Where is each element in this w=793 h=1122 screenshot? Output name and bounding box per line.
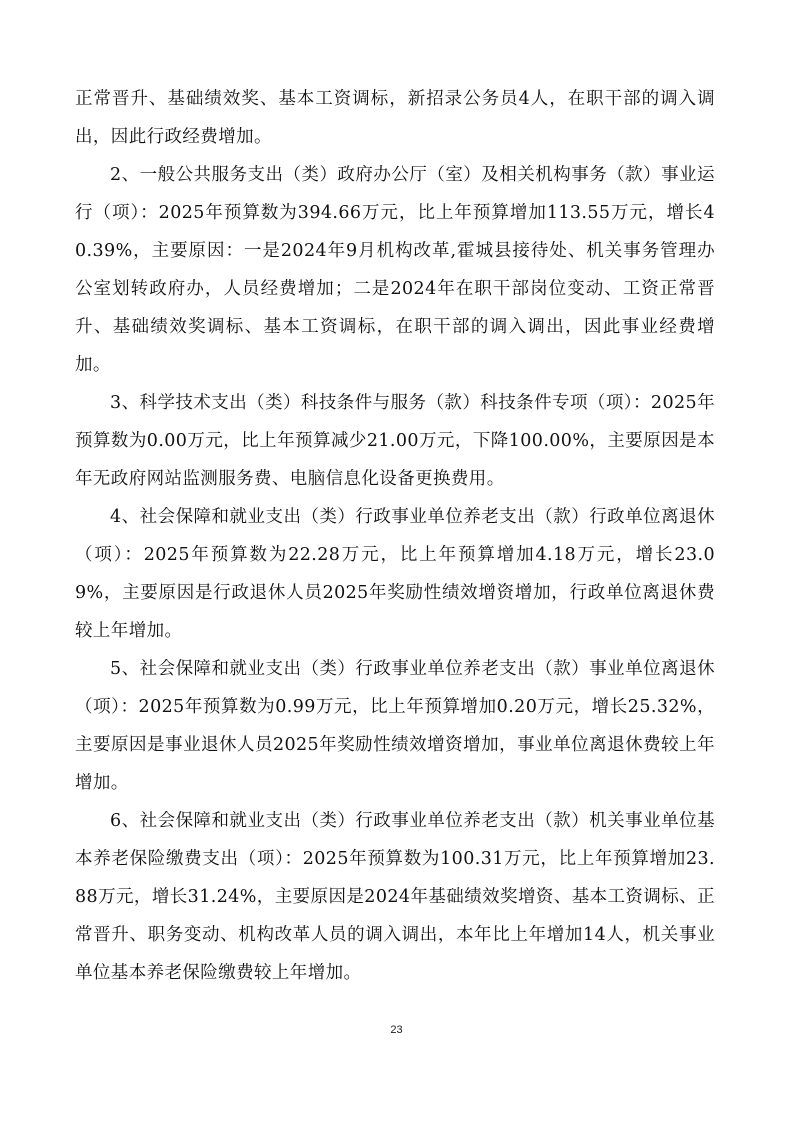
paragraph-item-6: 6、社会保障和就业支出（类）行政事业单位养老支出（款）机关事业单位基本养老保险缴费支出（项）：2025年预算数为100.31万元，比上年预算增加23.88万元，增长31.24%，主要原因是2024年基础绩效奖增资、基本工资调标、正常晋升、职务变动、机构改革人员的调入调出，本年比上年增加14人，机关事业单位基本养老保险缴费较上年增加。 [75, 811, 715, 983]
paragraph-item-4: 4、社会保障和就业支出（类）行政事业单位养老支出（款）行政单位离退休（项）：2025年预算数为22.28万元，比上年预算增加4.18万元，增长23.09%，主要原因是行政退休人员2025年奖励性绩效增资增加，行政单位离退休费较上年增加。 [75, 507, 715, 641]
paragraph-item-3: 3、科学技术支出（类）科技条件与服务（款）科技条件专项（项）：2025年预算数为0.00万元，比上年预算减少21.00万元，下降100.00%，主要原因是本年无政府网站监测服务费、电脑信息化设备更换费用。 [75, 393, 715, 489]
paragraph-continuation: 正常晋升、基础绩效奖、基本工资调标，新招录公务员4人，在职干部的调入调出，因此行政经费增加。 [75, 89, 715, 147]
body-text [75, 80, 715, 992]
page-number: 23 [390, 1024, 403, 1036]
paragraph-item-2: 2、一般公共服务支出（类）政府办公厅（室）及相关机构事务（款）事业运行（项）：2025年预算数为394.66万元，比上年预算增加113.55万元，增长40.39%，主要原因：一是2024年9月机构改革,霍城县接待处、机关事务管理办公室划转政府办，人员经费增加；二是2024年在职干部岗位变动、工资正常晋升、基础绩效奖调标、基本工资调标，在职干部的调入调出，因此事业经费增加。 [75, 165, 715, 375]
paragraph-item-5: 5、社会保障和就业支出（类）行政事业单位养老支出（款）事业单位离退休（项）：2025年预算数为0.99万元，比上年预算增加0.20万元，增长25.32%，主要原因是事业退休人员2025年奖励性绩效增资增加，事业单位离退休费较上年增加。 [75, 659, 715, 793]
